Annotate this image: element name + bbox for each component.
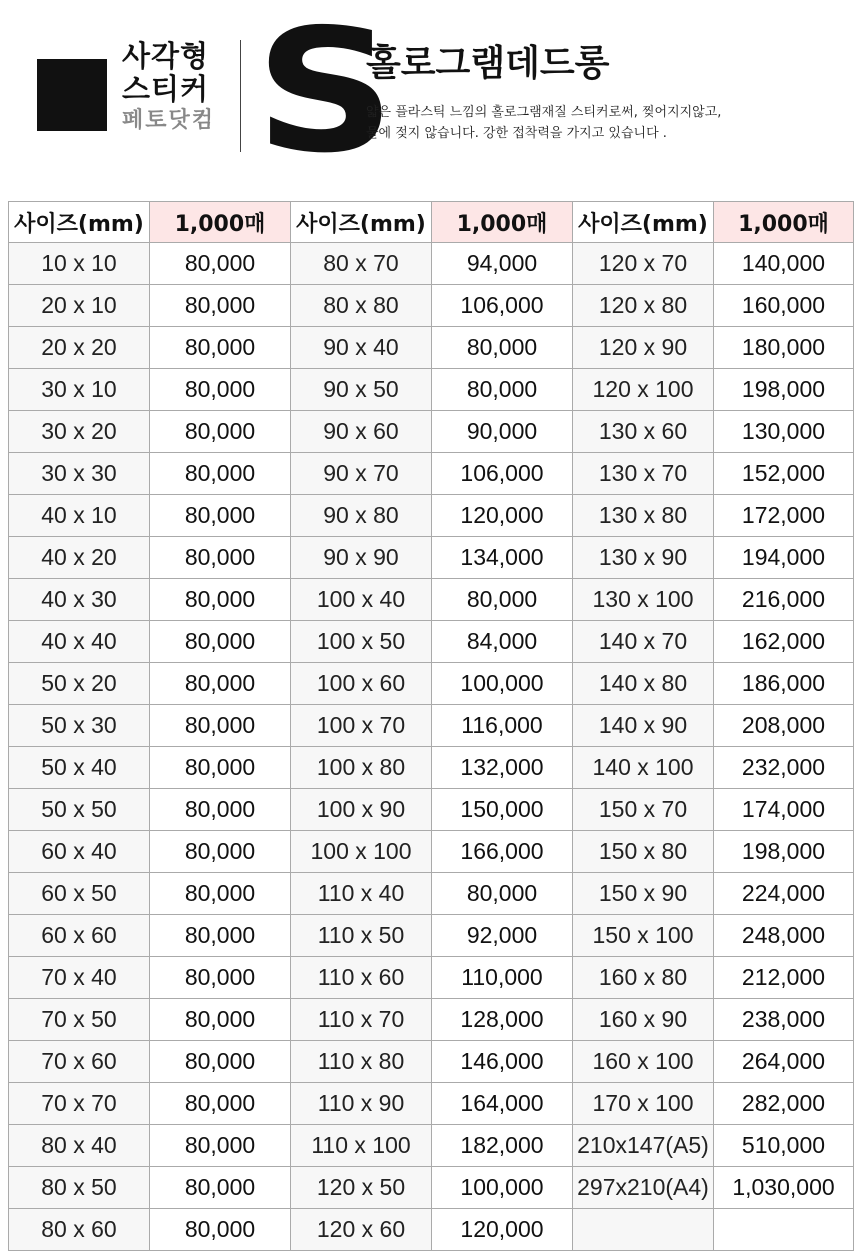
price-cell: 232,000 [714, 747, 854, 789]
size-column-header: 사이즈(mm) [291, 202, 432, 243]
price-cell: 166,000 [432, 831, 573, 873]
price-cell: 80,000 [150, 579, 291, 621]
square-shape-icon [37, 59, 107, 131]
price-cell [714, 1209, 854, 1251]
price-cell: 100,000 [432, 663, 573, 705]
description-line: 물에 젖지 않습니다. 강한 접착력을 가지고 있습니다 . [366, 126, 667, 141]
price-cell: 80,000 [150, 243, 291, 285]
price-cell: 212,000 [714, 957, 854, 999]
price-cell: 80,000 [150, 1167, 291, 1209]
size-cell: 160 x 80 [573, 957, 714, 999]
size-cell: 100 x 90 [291, 789, 432, 831]
brand-line-type: 스티커 [122, 72, 210, 106]
price-cell: 248,000 [714, 915, 854, 957]
price-table [8, 201, 854, 1251]
price-cell: 132,000 [432, 747, 573, 789]
size-cell: 160 x 100 [573, 1041, 714, 1083]
price-cell: 80,000 [432, 369, 573, 411]
size-cell: 297x210(A4) [573, 1167, 714, 1209]
size-cell: 130 x 100 [573, 579, 714, 621]
size-cell: 90 x 90 [291, 537, 432, 579]
price-cell: 80,000 [150, 999, 291, 1041]
size-cell: 50 x 20 [9, 663, 150, 705]
price-cell: 80,000 [150, 705, 291, 747]
header-divider [240, 40, 241, 152]
price-cell: 198,000 [714, 831, 854, 873]
brand-line-category: 사각형 [122, 39, 210, 73]
table-row [9, 789, 854, 831]
price-cell: 110,000 [432, 957, 573, 999]
size-cell: 150 x 90 [573, 873, 714, 915]
table-row [9, 1125, 854, 1167]
price-cell: 186,000 [714, 663, 854, 705]
size-cell: 130 x 90 [573, 537, 714, 579]
price-cell: 510,000 [714, 1125, 854, 1167]
size-cell: 100 x 70 [291, 705, 432, 747]
table-row [9, 999, 854, 1041]
table-row [9, 495, 854, 537]
price-cell: 140,000 [714, 243, 854, 285]
table-row [9, 327, 854, 369]
price-cell: 120,000 [432, 495, 573, 537]
brand-block [122, 40, 232, 136]
size-cell: 150 x 70 [573, 789, 714, 831]
price-cell: 120,000 [432, 1209, 573, 1251]
size-cell: 130 x 80 [573, 495, 714, 537]
size-cell: 130 x 70 [573, 453, 714, 495]
price-cell: 146,000 [432, 1041, 573, 1083]
price-cell: 238,000 [714, 999, 854, 1041]
size-cell: 50 x 40 [9, 747, 150, 789]
price-cell: 180,000 [714, 327, 854, 369]
table-row [9, 369, 854, 411]
table-row [9, 579, 854, 621]
size-cell: 60 x 50 [9, 873, 150, 915]
size-cell: 170 x 100 [573, 1083, 714, 1125]
table-row [9, 873, 854, 915]
size-cell: 30 x 20 [9, 411, 150, 453]
size-cell: 30 x 10 [9, 369, 150, 411]
price-cell: 92,000 [432, 915, 573, 957]
price-cell: 282,000 [714, 1083, 854, 1125]
size-cell: 80 x 60 [9, 1209, 150, 1251]
size-cell: 40 x 20 [9, 537, 150, 579]
size-cell: 100 x 50 [291, 621, 432, 663]
table-row [9, 411, 854, 453]
price-cell: 164,000 [432, 1083, 573, 1125]
size-cell: 30 x 30 [9, 453, 150, 495]
size-cell: 160 x 90 [573, 999, 714, 1041]
size-cell: 110 x 70 [291, 999, 432, 1041]
table-row [9, 747, 854, 789]
size-cell [573, 1209, 714, 1251]
size-cell: 110 x 80 [291, 1041, 432, 1083]
size-cell: 120 x 50 [291, 1167, 432, 1209]
size-cell: 110 x 60 [291, 957, 432, 999]
price-cell: 80,000 [150, 1083, 291, 1125]
table-row [9, 957, 854, 999]
size-cell: 120 x 90 [573, 327, 714, 369]
price-cell: 128,000 [432, 999, 573, 1041]
table-row [9, 285, 854, 327]
size-cell: 50 x 30 [9, 705, 150, 747]
quantity-column-header: 1,000매 [432, 202, 573, 243]
table-row [9, 915, 854, 957]
price-cell: 80,000 [150, 915, 291, 957]
price-cell: 80,000 [150, 1125, 291, 1167]
size-cell: 90 x 50 [291, 369, 432, 411]
table-row [9, 1167, 854, 1209]
size-cell: 120 x 60 [291, 1209, 432, 1251]
size-cell: 120 x 100 [573, 369, 714, 411]
price-cell: 80,000 [150, 873, 291, 915]
size-cell: 150 x 80 [573, 831, 714, 873]
size-cell: 90 x 60 [291, 411, 432, 453]
size-cell: 70 x 60 [9, 1041, 150, 1083]
product-header [0, 0, 860, 190]
price-cell: 134,000 [432, 537, 573, 579]
size-cell: 90 x 70 [291, 453, 432, 495]
price-cell: 216,000 [714, 579, 854, 621]
price-cell: 80,000 [150, 663, 291, 705]
size-cell: 110 x 50 [291, 915, 432, 957]
size-cell: 100 x 100 [291, 831, 432, 873]
price-cell: 80,000 [150, 831, 291, 873]
price-cell: 80,000 [150, 495, 291, 537]
price-cell: 90,000 [432, 411, 573, 453]
size-cell: 120 x 80 [573, 285, 714, 327]
price-cell: 182,000 [432, 1125, 573, 1167]
size-cell: 70 x 40 [9, 957, 150, 999]
size-cell: 110 x 100 [291, 1125, 432, 1167]
table-row [9, 1083, 854, 1125]
size-cell: 140 x 100 [573, 747, 714, 789]
size-column-header: 사이즈(mm) [9, 202, 150, 243]
table-row [9, 243, 854, 285]
price-cell: 80,000 [150, 957, 291, 999]
table-row [9, 453, 854, 495]
price-cell: 80,000 [150, 285, 291, 327]
price-cell: 150,000 [432, 789, 573, 831]
table-row [9, 705, 854, 747]
price-cell: 224,000 [714, 873, 854, 915]
price-cell: 80,000 [432, 327, 573, 369]
table-row [9, 621, 854, 663]
table-row [9, 1209, 854, 1251]
table-row [9, 831, 854, 873]
size-cell: 110 x 90 [291, 1083, 432, 1125]
price-cell: 80,000 [150, 453, 291, 495]
price-cell: 152,000 [714, 453, 854, 495]
price-cell: 80,000 [150, 789, 291, 831]
size-cell: 10 x 10 [9, 243, 150, 285]
size-cell: 110 x 40 [291, 873, 432, 915]
price-cell: 80,000 [150, 537, 291, 579]
size-cell: 20 x 20 [9, 327, 150, 369]
size-cell: 70 x 50 [9, 999, 150, 1041]
price-cell: 130,000 [714, 411, 854, 453]
price-cell: 160,000 [714, 285, 854, 327]
size-cell: 90 x 40 [291, 327, 432, 369]
price-cell: 80,000 [150, 327, 291, 369]
size-cell: 60 x 40 [9, 831, 150, 873]
size-cell: 80 x 80 [291, 285, 432, 327]
size-cell: 40 x 10 [9, 495, 150, 537]
price-cell: 116,000 [432, 705, 573, 747]
price-cell: 172,000 [714, 495, 854, 537]
size-cell: 140 x 80 [573, 663, 714, 705]
size-cell: 210x147(A5) [573, 1125, 714, 1167]
size-cell: 120 x 70 [573, 243, 714, 285]
size-cell: 100 x 40 [291, 579, 432, 621]
size-cell: 100 x 80 [291, 747, 432, 789]
price-cell: 80,000 [150, 747, 291, 789]
description-line: 얇은 플라스틱 느낌의 홀로그램재질 스티커로써, 찢어지지않고, [366, 105, 722, 120]
size-cell: 50 x 50 [9, 789, 150, 831]
price-cell: 264,000 [714, 1041, 854, 1083]
size-cell: 150 x 100 [573, 915, 714, 957]
price-cell: 80,000 [432, 579, 573, 621]
price-cell: 80,000 [432, 873, 573, 915]
size-cell: 60 x 60 [9, 915, 150, 957]
price-cell: 94,000 [432, 243, 573, 285]
price-cell: 174,000 [714, 789, 854, 831]
table-row [9, 1041, 854, 1083]
product-title: 홀로그램데드롱 [366, 43, 610, 84]
size-cell: 80 x 70 [291, 243, 432, 285]
size-cell: 90 x 80 [291, 495, 432, 537]
series-letter: S [254, 0, 396, 191]
price-cell: 106,000 [432, 453, 573, 495]
table-header-row [9, 202, 854, 243]
price-cell: 198,000 [714, 369, 854, 411]
price-cell: 80,000 [150, 1041, 291, 1083]
price-cell: 100,000 [432, 1167, 573, 1209]
table-row [9, 663, 854, 705]
size-cell: 40 x 30 [9, 579, 150, 621]
price-cell: 162,000 [714, 621, 854, 663]
price-cell: 106,000 [432, 285, 573, 327]
brand-line-site: 페토닷컴 [122, 108, 216, 133]
size-cell: 70 x 70 [9, 1083, 150, 1125]
price-cell: 194,000 [714, 537, 854, 579]
price-cell: 1,030,000 [714, 1167, 854, 1209]
size-cell: 140 x 90 [573, 705, 714, 747]
price-cell: 80,000 [150, 369, 291, 411]
size-cell: 80 x 40 [9, 1125, 150, 1167]
price-cell: 80,000 [150, 621, 291, 663]
size-cell: 100 x 60 [291, 663, 432, 705]
price-cell: 84,000 [432, 621, 573, 663]
size-cell: 20 x 10 [9, 285, 150, 327]
quantity-column-header: 1,000매 [150, 202, 291, 243]
quantity-column-header: 1,000매 [714, 202, 854, 243]
price-cell: 80,000 [150, 1209, 291, 1251]
price-cell: 208,000 [714, 705, 854, 747]
size-cell: 130 x 60 [573, 411, 714, 453]
size-cell: 140 x 70 [573, 621, 714, 663]
price-cell: 80,000 [150, 411, 291, 453]
size-cell: 40 x 40 [9, 621, 150, 663]
table-row [9, 537, 854, 579]
size-cell: 80 x 50 [9, 1167, 150, 1209]
product-description [366, 102, 846, 144]
size-column-header: 사이즈(mm) [573, 202, 714, 243]
